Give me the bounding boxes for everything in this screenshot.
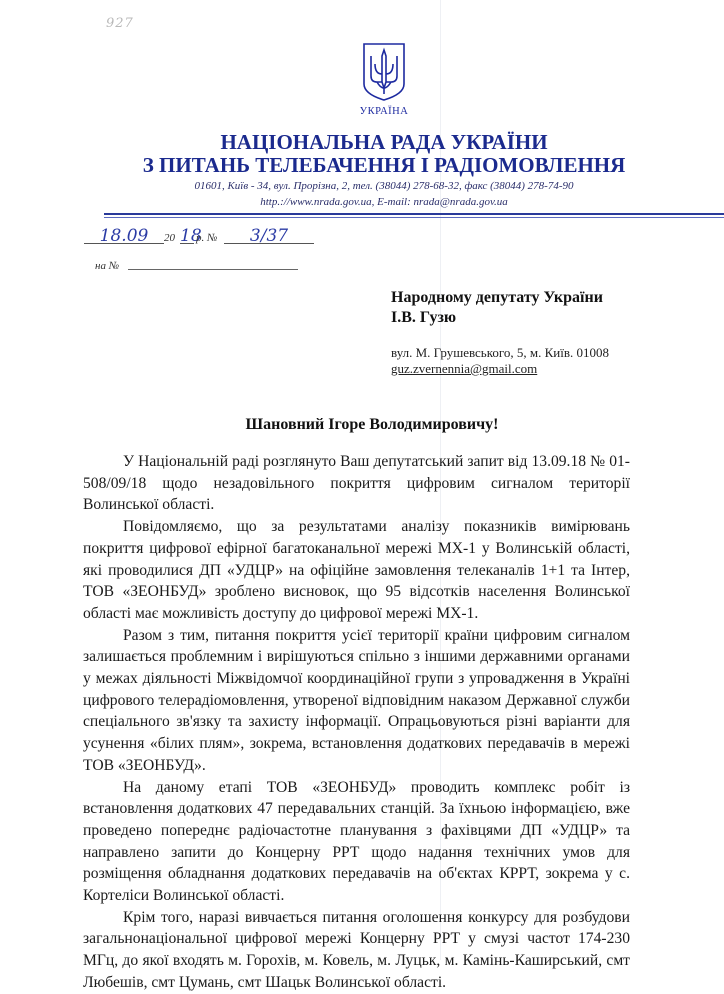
recipient-address: вул. М. Грушевського, 5, м. Київ. 01008	[391, 345, 610, 360]
org-web-email: http.://www.nrada.gov.ua, E-mail: nrada@nrada.gov.ua	[260, 196, 508, 208]
org-name-line2: З ПИТАНЬ ТЕЛЕБАЧЕННЯ І РАДІОМОВЛЕННЯ	[142, 153, 626, 177]
reply-to-line	[95, 260, 298, 272]
reply-to-underline	[128, 269, 298, 270]
year-prefix: 20	[164, 232, 175, 244]
body-paragraph: Разом з тим, питання покриття усієї території країни цифровим сигналом залишається проблемним і вирішуються спільно з іншими державними органами у межах діяльності Міжвідомчої координаційної групи з упровадження в Україні цифрового телерадіомовлення, утвореної відповідним наказом Державної служби спеціального зв'язку та захисту інформації. Опрацьовуються різні варіанти для усунення «білих плям», зокрема, встановлення додаткових передавачів в мережі ТОВ «ЗЕОНБУД».	[83, 626, 630, 774]
registration-line	[84, 226, 384, 248]
coat-of-arms-icon	[361, 42, 407, 102]
org-name-line1: НАЦІОНАЛЬНА РАДА УКРАЇНИ	[220, 130, 548, 154]
year-suffix-number-label: р. №	[196, 232, 218, 244]
letter-body	[83, 451, 630, 994]
registration-year: 18	[180, 226, 202, 246]
handwritten-page-number: 927	[106, 16, 134, 31]
reply-to-label: на №	[95, 260, 120, 272]
registration-number: 3/37	[249, 226, 289, 246]
registration-date: 18.09	[99, 226, 149, 246]
recipient-title: Народному депутату України	[391, 289, 603, 306]
body-paragraph: Повідомляємо, що за результатами аналізу показників вимірювань покриття цифрової ефірної багатоканальної мережі МХ-1 у Волинській області, які проводилися ДП «УДЦР» на офіційне замовлення телеканалів 1+1 та Інтер, ТОВ «ЗЕОНБУД» зроблено висновок, що 95 відсотків населення Волинської області має можливість доступу до цифрової мережі МХ-1.	[83, 518, 630, 622]
recipient-name: І.В. Гузю	[391, 309, 457, 326]
recipient-email[interactable]: guz.zvernennia@gmail.com	[391, 361, 538, 376]
body-paragraph: У Національній раді розглянуто Ваш депутатський запит від 13.09.18 № 01-508/09/18 щодо незадовільного покриття цифровим сигналом території Волинської області.	[83, 453, 630, 514]
recipient-block	[391, 288, 609, 377]
letterhead-divider	[104, 213, 724, 215]
salutation: Шановний Ігоре Володимировичу!	[245, 416, 499, 433]
body-paragraph: На даному етапі ТОВ «ЗЕОНБУД» проводить комплекс робіт із встановлення додаткових 47 передавальних станцій. За їхньою інформацією, вже проведено попереднє радіочастотне планування з фахівцями ДП «УДЦР» та направлено запити до Концерну РРТ щодо надання технічних умов для розміщення обладнання додаткових передавачів на об'єктах КРРТ, зокрема у с. Кортеліси Волинської області.	[83, 778, 630, 905]
letterhead-divider-thin	[104, 217, 724, 218]
org-address: 01601, Київ - 34, вул. Прорізна, 2, тел. (38044) 278-68-32, факс (38044) 278-74-90	[194, 180, 574, 192]
country-label: УКРАЇНА	[359, 106, 409, 117]
body-paragraph: Крім того, наразі вивчається питання оголошення конкурсу для розбудови загальнонаціональної цифрової мережі Концерну РРТ у смузі частот 174-230 МГц, до якої входять м. Горохів, м. Ковель, м. Луцьк, м. Камінь-Каширський, смт Любешів, смт Цумань, смт Шацьк Волинської області.	[83, 908, 630, 991]
